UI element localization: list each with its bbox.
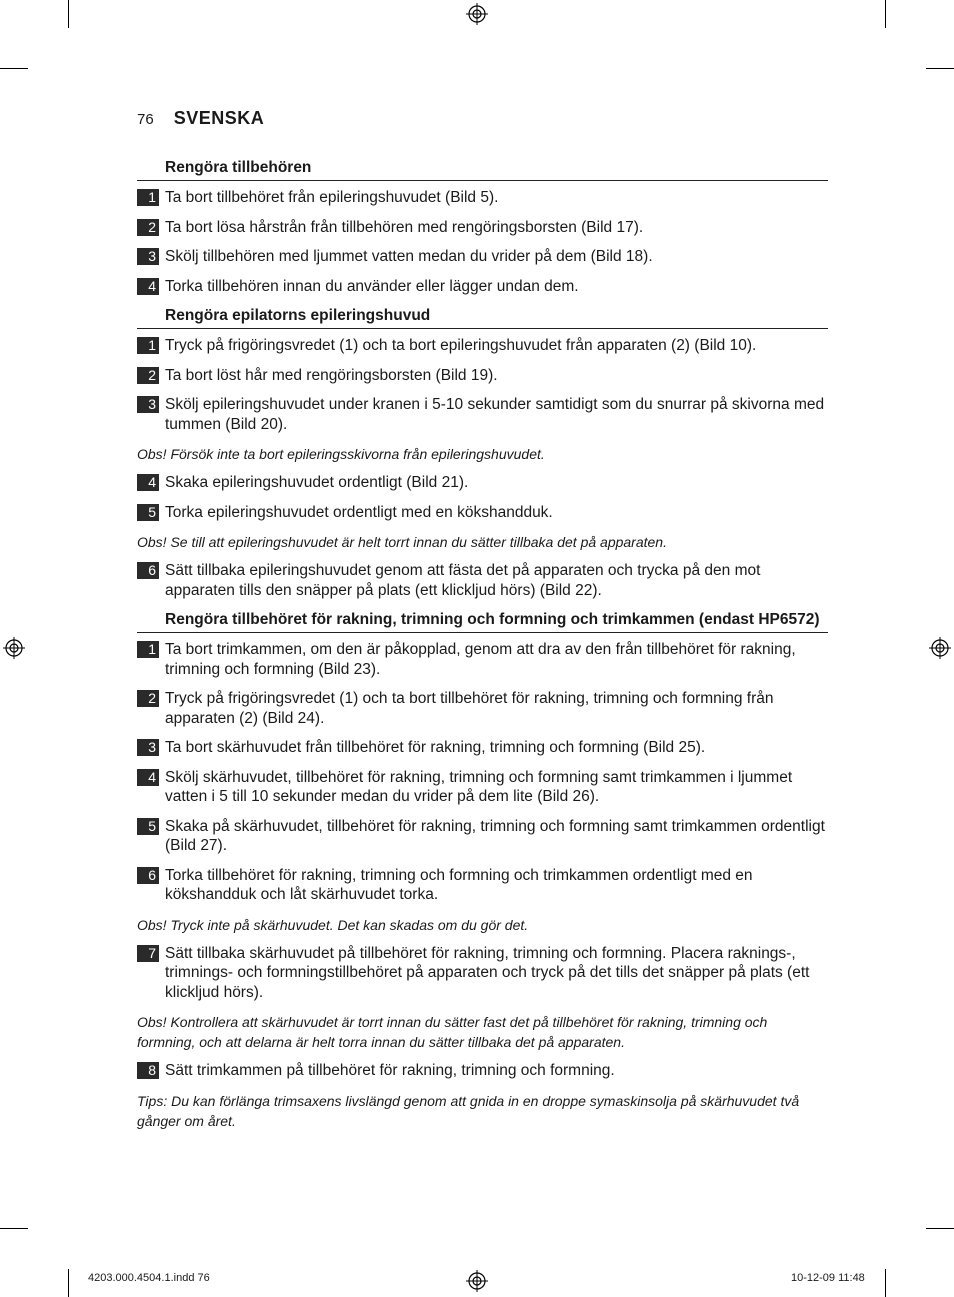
step-number: 7 <box>137 945 159 962</box>
step <box>137 395 828 434</box>
step <box>137 188 828 208</box>
crop-mark <box>885 1269 886 1297</box>
step-number: 3 <box>137 396 159 413</box>
crop-mark <box>926 68 954 69</box>
crop-mark <box>68 0 69 28</box>
step <box>137 866 828 905</box>
registration-mark-icon <box>929 637 951 659</box>
step-number: 1 <box>137 337 159 354</box>
step-number: 3 <box>137 248 159 265</box>
note: Obs! Tryck inte på skärhuvudet. Det kan skadas om du gör det. <box>137 916 529 933</box>
step-text: Ta bort tillbehöret från epileringshuvudet (Bild 5). <box>165 189 499 206</box>
crop-mark <box>885 0 886 28</box>
step <box>137 247 828 267</box>
step-text: Sätt tillbaka skärhuvudet på tillbehöret för rakning, trimning och formning. Placera raknings-, trimnings- och formningstillbehöret på apparaten och tryck på det tills det snäpper på plats (ett klickljud hörs). <box>165 944 810 1001</box>
step <box>137 689 828 728</box>
step <box>137 503 828 523</box>
step-text: Sätt trimkammen på tillbehöret för rakning, trimning och formning. <box>165 1062 615 1079</box>
step <box>137 336 828 356</box>
tip: Tips: Du kan förlänga trimsaxens livslängd genom att gnida in en droppe symaskinsolja på skärhuvudet två gånger om året. <box>137 1092 800 1129</box>
step-number: 8 <box>137 1062 159 1079</box>
step-number: 4 <box>137 474 159 491</box>
section-heading: Rengöra epilatorns epileringshuvud <box>137 306 828 329</box>
step-text: Skölj epileringshuvudet under kranen i 5-10 sekunder samtidigt som du snurrar på skivorna med tummen (Bild 20). <box>165 396 825 433</box>
step-number: 2 <box>137 219 159 236</box>
step <box>137 473 828 493</box>
step-number: 2 <box>137 690 159 707</box>
step <box>137 817 828 856</box>
step-text: Tryck på frigöringsvredet (1) och ta bort tillbehöret för rakning, trimning och formning från apparaten (2) (Bild 24). <box>165 690 774 727</box>
step <box>137 218 828 238</box>
step-text: Skaka epileringshuvudet ordentligt (Bild 21). <box>165 474 469 491</box>
step-text: Sätt tillbaka epileringshuvudet genom att fästa det på apparaten och trycka på den mot apparaten tills den snäpper på plats (ett klickljud hörs) (Bild 22). <box>165 562 761 599</box>
crop-mark <box>0 68 28 69</box>
step-number: 6 <box>137 867 159 884</box>
step-text: Torka tillbehören innan du använder eller lägger undan dem. <box>165 277 579 295</box>
step <box>137 640 828 679</box>
registration-mark-icon <box>466 3 488 25</box>
step-text: Torka tillbehöret för rakning, trimning och formning och trimkammen ordentligt med en kökshandduk och låt skärhuvudet torka. <box>165 866 753 903</box>
section-heading: Rengöra tillbehöret för rakning, trimning och formning och trimkammen (endast HP6572) <box>137 610 828 633</box>
step-text: Ta bort skärhuvudet från tillbehöret för rakning, trimning och formning (Bild 25). <box>165 739 706 756</box>
footer-file: 4203.000.4504.1.indd 76 <box>88 1272 210 1284</box>
step-number: 4 <box>137 278 159 295</box>
page-number: 76 <box>137 111 154 128</box>
step-number: 1 <box>137 189 159 206</box>
step <box>137 366 828 386</box>
step-number: 6 <box>137 562 159 579</box>
step-text: Ta bort trimkammen, om den är påkopplad, genom att dra av den från tillbehöret för rakning, trimning och formning (Bild 23). <box>165 641 796 678</box>
step-text: Skölj tillbehören med ljummet vatten medan du vrider på dem (Bild 18). <box>165 248 653 265</box>
registration-mark-icon <box>466 1270 488 1292</box>
step-text: Tryck på frigöringsvredet (1) och ta bort epileringshuvudet från apparaten (2) (Bild 10). <box>165 337 757 354</box>
page-header <box>137 108 264 129</box>
step-text: Ta bort löst hår med rengöringsborsten (Bild 19). <box>165 366 498 384</box>
step-text: Skaka på skärhuvudet, tillbehöret för rakning, trimning och formning samt trimkammen ordentligt (Bild 27). <box>165 817 825 854</box>
note: Obs! Försök inte ta bort epileringsskivorna från epileringshuvudet. <box>137 446 545 462</box>
page-content <box>137 158 828 1140</box>
step-text: Ta bort lösa hårstrån från tillbehören med rengöringsborsten (Bild 17). <box>165 218 644 236</box>
step <box>137 944 828 1003</box>
crop-mark <box>926 1228 954 1229</box>
note: Obs! Se till att epileringshuvudet är helt torrt innan du sätter tillbaka det på apparaten. <box>137 534 667 550</box>
step <box>137 277 828 297</box>
step-number: 4 <box>137 769 159 786</box>
registration-mark-icon <box>3 637 25 659</box>
section-heading: Rengöra tillbehören <box>137 158 828 181</box>
step-number: 5 <box>137 818 159 835</box>
step <box>137 768 828 807</box>
crop-mark <box>0 1228 28 1229</box>
footer-date: 10-12-09 11:48 <box>791 1272 865 1284</box>
language-title: SVENSKA <box>173 108 265 128</box>
step <box>137 561 828 600</box>
step <box>137 738 828 758</box>
step-number: 2 <box>137 367 159 384</box>
step-number: 1 <box>137 641 159 658</box>
note: Obs! Kontrollera att skärhuvudet är torrt innan du sätter fast det på tillbehöret för rakning, trimning och formning, och att delarna är helt torra innan du sätter tillbaka det på apparaten. <box>137 1014 768 1050</box>
step-text: Torka epileringshuvudet ordentligt med en kökshandduk. <box>165 503 553 521</box>
step-number: 3 <box>137 739 159 756</box>
step-number: 5 <box>137 504 159 521</box>
crop-mark <box>68 1269 69 1297</box>
step <box>137 1061 828 1081</box>
step-text: Skölj skärhuvudet, tillbehöret för rakning, trimning och formning samt trimkammen i ljummet vatten i 5 till 10 sekunder medan du vrider på dem lite (Bild 26). <box>165 768 793 805</box>
